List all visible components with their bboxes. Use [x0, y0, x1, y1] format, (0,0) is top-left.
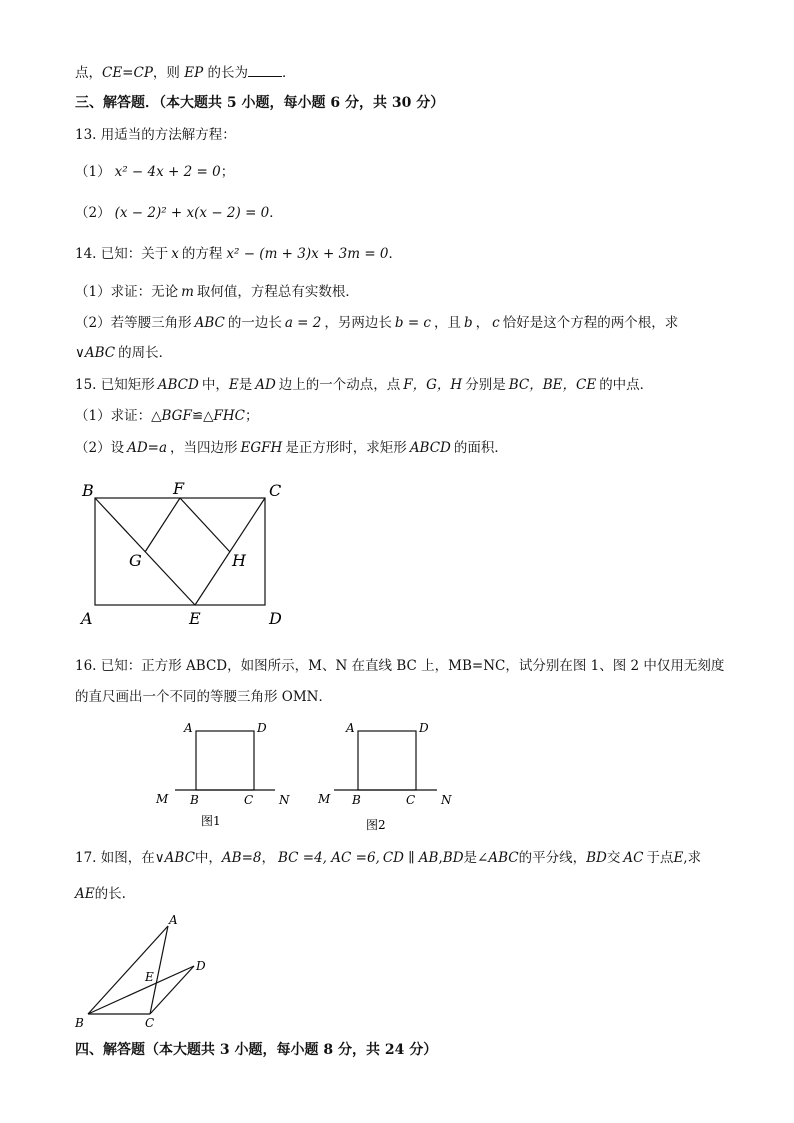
- label-b: B: [352, 793, 361, 807]
- q16-figure-2: [312, 715, 462, 840]
- text: ，当四边形: [170, 440, 238, 456]
- q14-part2-cont: [75, 343, 172, 363]
- q14-part2: [75, 313, 678, 333]
- math-e: E: [673, 850, 684, 866]
- math-ac: AC: [623, 850, 644, 866]
- label-m: M: [156, 792, 169, 806]
- q16-line2: 的直尺画出一个不同的等腰三角形 OMN．: [75, 689, 332, 705]
- q16-line1: 16. 已知：正方形 ABCD，如图所示，M、N 在直线 BC 上，MB=NC，试分别在图 1、图 2 中仅用无刻度: [75, 658, 725, 674]
- text: 的一边长: [227, 315, 282, 331]
- label-m: M: [318, 792, 331, 806]
- text: 取何值，方程总有实数根．: [196, 284, 359, 300]
- q16-figure-1: [150, 715, 300, 835]
- text: 点，: [75, 65, 102, 81]
- math-a-eq: a = 2: [284, 315, 322, 331]
- q15-stem: [75, 375, 653, 395]
- text: 中，: [201, 377, 229, 393]
- text: ，且: [434, 315, 461, 331]
- text: ,: [438, 850, 443, 866]
- text: ，则: [152, 65, 185, 81]
- segment-fh: [180, 498, 230, 552]
- text: 的长.: [94, 886, 126, 902]
- text: 的长为: [203, 65, 248, 81]
- math-bd: BD: [442, 850, 464, 866]
- text: ，另两边长: [324, 315, 392, 331]
- math-bc-ac: BC =4, AC =6,: [277, 850, 380, 866]
- caption: 图2: [366, 818, 386, 832]
- q13-stem: 13. 用适当的方法解方程：: [75, 127, 236, 143]
- label-d: D: [419, 721, 429, 735]
- part-label: （2）: [75, 205, 111, 221]
- label-a: A: [346, 721, 355, 735]
- section-4-heading: 四、解答题（本大题共 3 小题，每小题 8 分，共 24 分）: [75, 1042, 438, 1058]
- text: ≌△: [191, 408, 214, 424]
- segment-ab: [88, 926, 168, 1014]
- square-abcd: [196, 731, 254, 790]
- section-3-heading: 三、解答题．（本大题共 5 小题，每小题 6 分，共 30 分）: [75, 95, 445, 111]
- text: 是正方形时，求矩形: [285, 440, 407, 456]
- caption: 图1: [201, 814, 221, 828]
- equation: x² − 4x + 2 = 0: [114, 164, 221, 180]
- label-b: B: [75, 1016, 84, 1030]
- label-e: E: [145, 970, 154, 984]
- math-b: b: [464, 315, 473, 331]
- math-x: x: [171, 246, 179, 262]
- label-n: N: [279, 793, 290, 807]
- text: （2）若等腰三角形: [75, 315, 192, 331]
- text: ．: [281, 65, 296, 81]
- text: 交: [606, 850, 621, 866]
- label-d: D: [269, 609, 282, 628]
- text: （1）求证：无论: [75, 284, 179, 300]
- math-fgh: F，G，H: [403, 377, 463, 393]
- triangle-symbol: ∨: [154, 850, 165, 866]
- q17-line1: [75, 848, 701, 868]
- math-fhc: FHC: [213, 408, 245, 424]
- label-f: F: [173, 479, 185, 498]
- text: ；: [220, 164, 235, 180]
- q15-part2: [75, 438, 508, 458]
- q13-part2: [75, 203, 283, 223]
- math-e: E: [228, 377, 239, 393]
- triangle-symbol: ∨: [75, 345, 85, 361]
- text: ，: [475, 315, 490, 331]
- text: （2）设: [75, 440, 125, 456]
- math-bd: BD: [586, 850, 607, 866]
- label-e: E: [189, 609, 201, 628]
- label-a: A: [169, 913, 178, 927]
- text: ,求: [683, 850, 702, 866]
- text: 是: [238, 377, 253, 393]
- math-c: c: [492, 315, 500, 331]
- q17-figure: [70, 905, 220, 1035]
- text: ；: [245, 408, 259, 424]
- text: ．: [388, 246, 403, 262]
- math-ce-cp: CE=CP: [102, 65, 153, 81]
- math-ae: AE: [75, 886, 95, 902]
- label-c: C: [244, 793, 254, 807]
- math-cd-parallel-ab: CD ∥ AB: [382, 850, 439, 866]
- text: 15. 已知矩形: [75, 377, 155, 393]
- math-m: m: [181, 284, 194, 300]
- math-abc: ABC: [84, 345, 116, 361]
- q15-part1: [75, 406, 259, 426]
- math-abc: ABC: [164, 850, 195, 866]
- text: 17. 如图，在: [75, 850, 155, 866]
- label-d: D: [196, 959, 206, 973]
- q14-stem: [75, 244, 402, 264]
- math-ad-a: AD=a: [127, 440, 168, 456]
- text: （1）求证：△: [75, 408, 162, 424]
- math-segments: BC，BE，CE: [508, 377, 597, 393]
- math-egfh: EGFH: [240, 440, 283, 456]
- equation: x² − (m + 3)x + 3m = 0: [226, 246, 389, 262]
- text: ．: [269, 205, 283, 221]
- segment-fg: [145, 498, 180, 552]
- math-ep: EP: [184, 65, 204, 81]
- label-c: C: [145, 1016, 155, 1030]
- text: 的中点．: [599, 377, 654, 393]
- math-b-eq: b = c: [394, 315, 431, 331]
- label-b: B: [82, 481, 94, 500]
- math-ab: AB=8: [221, 850, 262, 866]
- answer-blank[interactable]: [248, 62, 282, 77]
- label-a: A: [81, 609, 93, 628]
- label-g: G: [129, 551, 142, 570]
- part-label: （1）: [75, 164, 111, 180]
- text: 于点: [646, 850, 674, 866]
- label-c: C: [269, 481, 282, 500]
- text: 是∠: [463, 850, 489, 866]
- segment-cd: [150, 966, 194, 1014]
- intro-line: [75, 62, 295, 83]
- label-a: A: [184, 721, 193, 735]
- math-abc: ABC: [194, 315, 225, 331]
- text: 边上的一个动点，点: [278, 377, 401, 393]
- q15-figure: [70, 475, 300, 635]
- text: 的周长．: [118, 345, 173, 361]
- q13-part1: [75, 162, 234, 182]
- text: 的面积．: [453, 440, 508, 456]
- math-abcd: ABCD: [409, 440, 451, 456]
- equation: (x − 2)² + x(x − 2) = 0: [114, 205, 270, 221]
- q14-part1: [75, 282, 359, 302]
- text: ，: [261, 850, 275, 866]
- math-abcd: ABCD: [157, 377, 199, 393]
- text: 的方程: [181, 246, 223, 262]
- math-abc: ABC: [488, 850, 519, 866]
- label-b: B: [190, 793, 199, 807]
- text: 的平分线，: [518, 850, 587, 866]
- label-c: C: [406, 793, 416, 807]
- label-h: H: [232, 551, 246, 570]
- q17-line2: [75, 884, 126, 904]
- label-n: N: [441, 793, 452, 807]
- math-bgf: BGF: [161, 408, 192, 424]
- segment-bd: [88, 966, 194, 1014]
- math-ad: AD: [255, 377, 276, 393]
- square-abcd: [358, 731, 416, 790]
- text: 14. 已知：关于: [75, 246, 169, 262]
- text: 分别是: [465, 377, 506, 393]
- text: 恰好是这个方程的两个根，求: [502, 315, 679, 331]
- text: 中，: [194, 850, 222, 866]
- label-d: D: [257, 721, 267, 735]
